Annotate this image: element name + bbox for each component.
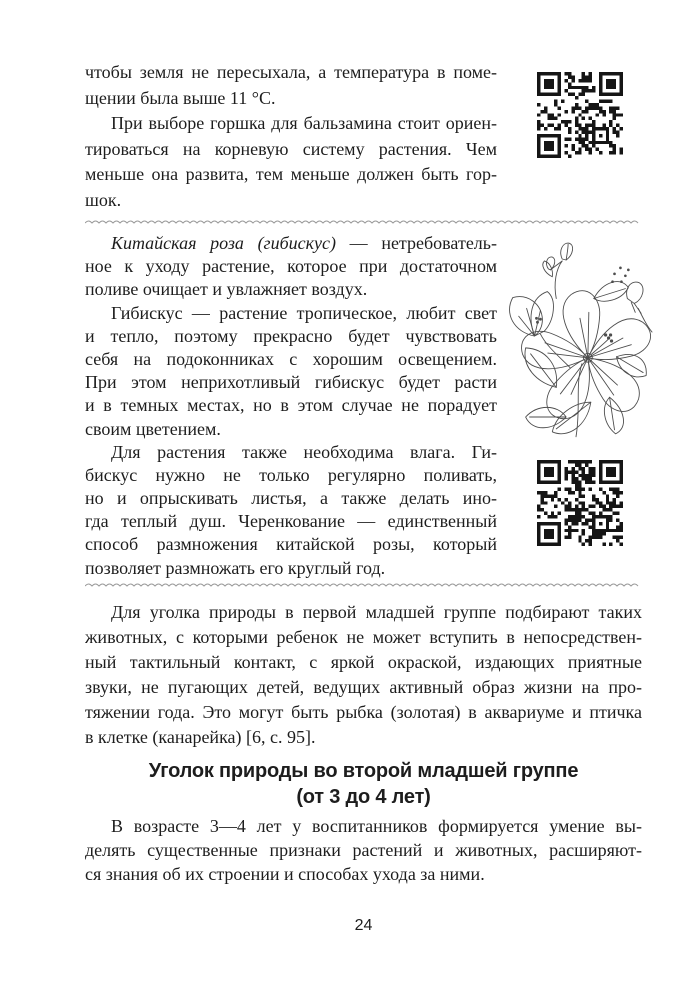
text-line: и в темных местах, но в этом случае не порадует	[85, 395, 497, 416]
qr-code-icon	[537, 72, 623, 158]
text-line: позволяет размножать его круглый год.	[85, 557, 386, 578]
text-line: звуки, не пугающих детей, ведущих активный образ жизни на про-	[85, 677, 642, 697]
section-heading-line2: (от 3 до 4 лет)	[296, 786, 431, 808]
wavy-divider-icon	[85, 581, 642, 589]
term-italic: Китайская роза (гибискус)	[111, 233, 337, 253]
page-number: 24	[354, 917, 373, 934]
text-line: тироваться на корневую систему растения. Чем	[85, 138, 497, 159]
text-line: способ размножения китайской розы, который	[85, 534, 497, 555]
text-line: гда теплый душ. Черенкование — единственный	[85, 511, 497, 532]
wavy-divider-icon	[85, 218, 642, 226]
text-line: чтобы земля не пересыхала, а температура в поме-	[85, 62, 497, 82]
text-line: шок.	[85, 189, 122, 210]
text-line: Для уголка природы в первой младшей группе подбирают таких	[111, 602, 642, 622]
text-line: При выборе горшка для бальзамина стоит ориен-	[111, 113, 497, 133]
text-line: щении была выше 11 °C.	[85, 87, 276, 108]
text-line: Гибискус — растение тропическое, любит свет	[111, 302, 497, 323]
text-line: себя на подоконниках с хорошим освещением.	[85, 348, 497, 369]
text-line: бискус нужно не только регулярно поливать,	[85, 464, 497, 485]
paragraph-age-3-4	[85, 814, 642, 886]
text-line: ся знания об их строении и способах ухода за ними.	[85, 864, 485, 884]
text-line: тяжении года. Это могут быть рыбка (золотая) в аквариуме и птичка	[85, 702, 642, 722]
text-line: животных, с которыми ребенок не может вступить в непосредствен-	[85, 627, 642, 647]
text-line: ный тактильный контакт, с яркой окраской, издающих приятные	[85, 652, 642, 672]
text-line-rest: — нетребователь-	[336, 233, 497, 253]
text-line: Для растения также необходима влага. Ги-	[111, 441, 497, 462]
text-line: ное к уходу растение, которое при достаточном	[85, 256, 497, 277]
paragraph-balsam-continuation	[85, 60, 497, 213]
text-line	[85, 232, 497, 255]
text-line: меньше она развита, тем меньше должен быть гор-	[85, 164, 497, 184]
text-line: При этом неприхотливый гибискус будет расти	[85, 372, 497, 393]
text-line: поливе очищает и увлажняет воздух.	[85, 279, 368, 300]
text-line: но и опрыскивать листья, а также делать ино-	[85, 488, 497, 509]
section-heading-line1: Уголок природы во второй младшей группе	[148, 760, 579, 782]
hibiscus-illustration-icon	[497, 237, 655, 440]
text-line: и тепло, поэтому прекрасно будет чувствовать	[85, 325, 497, 346]
text-line: своим цветением.	[85, 418, 221, 439]
paragraphs-hibiscus	[85, 232, 497, 580]
section-heading	[85, 758, 642, 810]
paragraph-nature-corner-first-group	[85, 600, 642, 750]
qr-code-icon	[537, 460, 623, 546]
text-line: в клетке (канарейка) [6, с. 95].	[85, 727, 316, 747]
text-line: В возрасте 3—4 лет у воспитанников формируется умение вы-	[111, 816, 642, 836]
text-line: делять существенные признаки растений и животных, расширяют-	[85, 840, 642, 860]
